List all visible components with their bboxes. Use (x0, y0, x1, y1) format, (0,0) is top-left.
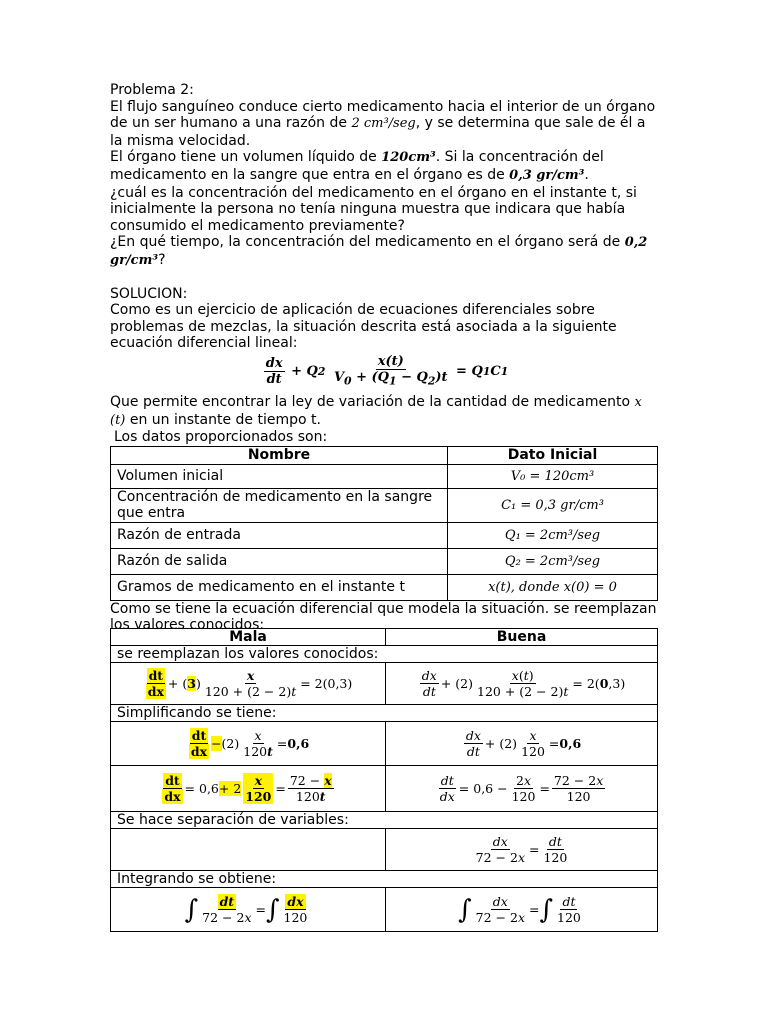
question-2 (110, 234, 660, 269)
section-row (111, 812, 658, 829)
question-1: ¿cuál es la concentración del medicamento en el órgano en el instante t, si inicialmente la persona no tenía ninguna muestra que indicara que había consumido el medicamento previamente? (110, 184, 637, 234)
mala-equation: $\frac{dt}{dx}$ = 0,6 + 2 $\frac{x}{120}$ = $\frac{72 - x}{120t}$ (111, 766, 386, 812)
solution-text: en un instante de tiempo t. (125, 411, 321, 428)
compare-header-row (111, 629, 658, 646)
integral-sign: ∫ (184, 894, 199, 925)
row-value: Q₂ = 2cm³/seg (448, 548, 658, 574)
row-value: C₁ = 0,3 gr/cm³ (448, 488, 658, 522)
table-row (111, 522, 658, 548)
equation-row (111, 722, 658, 766)
main-differential-equation: $\frac{dx}{dt}$ + Q 2 $\frac{x(t)}{V_0 + (Q_1 - Q_2)t}$ = Q 1 C 1 (265, 353, 509, 388)
problem-text: , y se determina que sale de él a la misma velocidad. (110, 115, 646, 149)
buena-equation: ∫ $\frac{dx}{72 - 2x}$ = ∫ $\frac{dt}{120}$ (386, 888, 658, 932)
table-row (111, 548, 658, 574)
row-name: Razón de salida (111, 548, 448, 574)
solution-text: Que permite encontrar la ley de variación de la cantidad de medicamento (110, 393, 635, 410)
buena-equation: $\frac{dx}{72 - 2x}$ = $\frac{dt}{120}$ (386, 829, 658, 871)
concentration-value: 0,3 gr/cm³ (509, 167, 585, 183)
table-row (111, 488, 658, 522)
table-header-row (111, 446, 658, 464)
question-text: ? (158, 251, 166, 268)
equation-row (111, 829, 658, 871)
equation-row (111, 663, 658, 705)
problem-paragraph-1 (110, 99, 660, 150)
solution-intro: Como es un ejercicio de aplicación de ecuaciones diferenciales sobre problemas de mezclas, la situación descrita está asociada a la siguiente ecuación diferencial lineal: (110, 302, 617, 352)
problem-title: Problema 2: (110, 82, 194, 98)
row-name: Volumen inicial (111, 464, 448, 488)
row-name: Razón de entrada (111, 522, 448, 548)
variable-x: x (634, 394, 642, 410)
equation-row (111, 888, 658, 932)
question-text: ¿En qué tiempo, la concentración del medicamento en el órgano será de (110, 234, 625, 251)
equation-row (111, 766, 658, 812)
section-label: Integrando se obtiene: (111, 871, 658, 888)
table-row (111, 574, 658, 600)
mala-equation: $\frac{dt}{dx}$ − (2) $\frac{x}{120t}$ = 0,6 (111, 722, 386, 766)
rate-value: 2 cm³/seg (351, 116, 416, 132)
header-nombre: Nombre (111, 446, 448, 464)
buena-equation: $\frac{dt}{dx}$ = 0,6 − $\frac{2x}{120}$ = $\frac{72 - 2x}{120}$ (386, 766, 658, 812)
after-table-text: Como se tiene la ecuación diferencial que modela la situación. se reemplazan los valores conocidos: (110, 600, 657, 634)
section-label: Simplificando se tiene: (111, 705, 658, 722)
data-table (110, 446, 658, 601)
problem-text: El órgano tiene un volumen líquido de (110, 149, 382, 166)
data-intro: Los datos proporcionados son: (114, 429, 328, 446)
document-page (110, 82, 660, 925)
volume-value: 120cm³ (381, 150, 436, 166)
problem-paragraph-2 (110, 149, 660, 184)
solution-after-equation (110, 394, 660, 429)
row-value: V₀ = 120cm³ (448, 464, 658, 488)
header-dato-inicial: Dato Inicial (448, 446, 658, 464)
integral-sign: ∫ (458, 894, 472, 925)
integral-sign: ∫ (265, 894, 280, 925)
section-row (111, 646, 658, 663)
target-concentration: 0,2 gr/cm³ (110, 235, 648, 268)
section-row (111, 871, 658, 888)
buena-equation: $\frac{dx}{dt}$ + (2) $\frac{x(t)}{120 + (2 - 2)t}$ = 2( 0 ,3) (386, 663, 658, 705)
mala-equation: $\frac{dt}{dx}$ + ( 3 ) $\frac{x}{120 + (2 - 2)t}$ = 2(0,3) (111, 663, 386, 705)
mala-equation: ∫ $\frac{dt}{72 - 2x}$ = ∫ $\frac{dx}{120}$ (111, 888, 386, 932)
row-name: Concentración de medicamento en la sangre que entra (111, 488, 448, 522)
solution-heading: SOLUCION: (110, 285, 188, 302)
header-buena: Buena (386, 629, 658, 646)
table-row (111, 464, 658, 488)
section-label: se reemplazan los valores conocidos: (111, 646, 658, 663)
mala-equation-empty (111, 829, 386, 871)
comparison-table (110, 628, 658, 932)
header-mala: Mala (111, 629, 386, 646)
problem-text: . Si la concentración del medicamento en la sangre que entra en el órgano es de (110, 149, 604, 183)
buena-equation: $\frac{dx}{dt}$ + (2) $\frac{x}{120}$ = 0,6 (386, 722, 658, 766)
problem-text: El flujo sanguíneo conduce cierto medicamento hacia el interior de un órgano de un ser humano a una razón de (110, 98, 656, 132)
row-name: Gramos de medicamento en el instante t (111, 574, 448, 600)
section-row (111, 705, 658, 722)
variable-t: (t) (110, 412, 126, 428)
row-value: Q₁ = 2cm³/seg (448, 522, 658, 548)
section-label: Se hace separación de variables: (111, 812, 658, 829)
integral-sign: ∫ (539, 894, 554, 925)
row-value: x(t), donde x(0) = 0 (448, 574, 658, 600)
problem-text: . (584, 166, 589, 183)
